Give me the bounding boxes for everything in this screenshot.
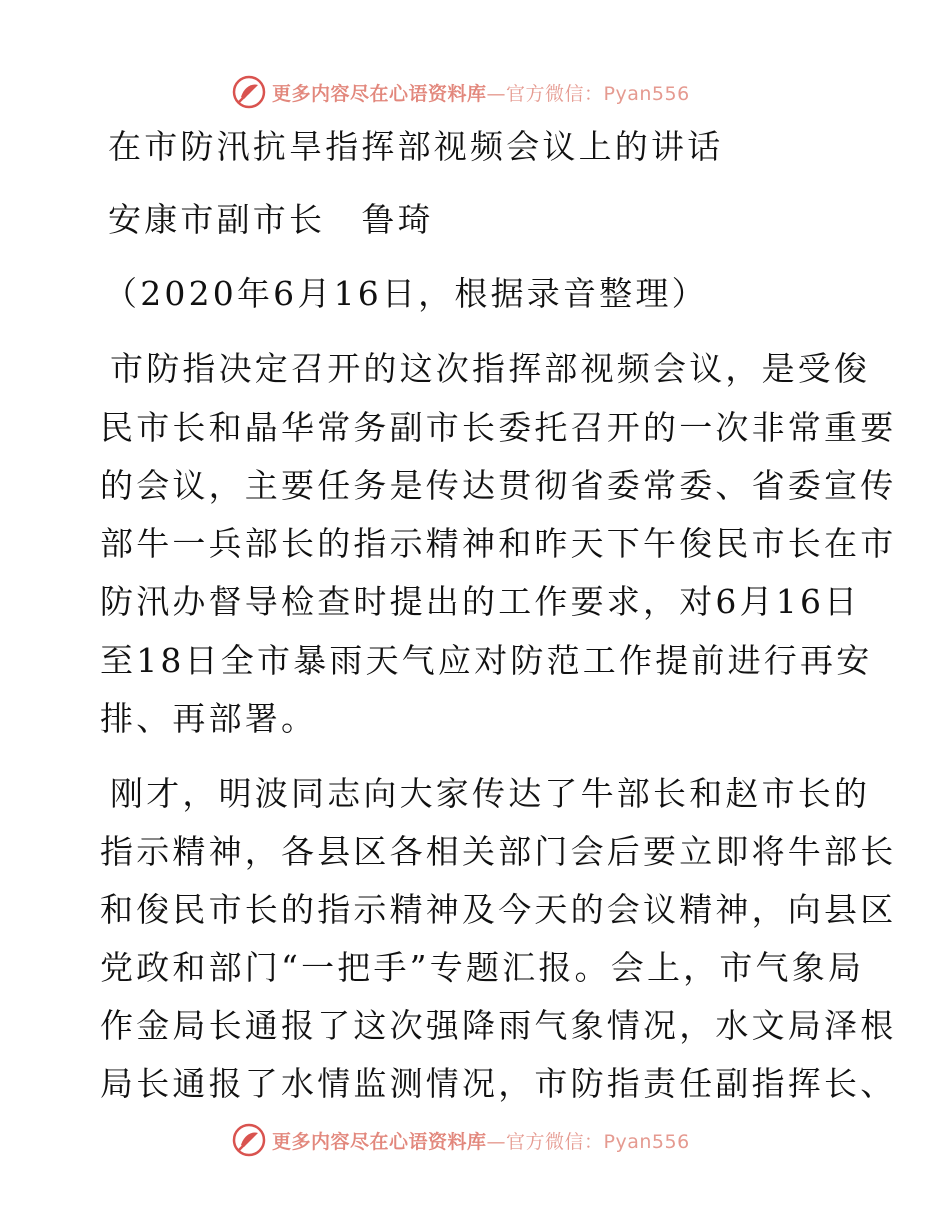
watermark-dash: — [486, 1130, 507, 1153]
paragraph-line: 党政和部门“一把手”专题汇报。会上，市气象局 [100, 948, 865, 987]
watermark-sub: 官方微信： [506, 1130, 604, 1153]
paragraph-line: 和俊民市长的指示精神及今天的会议精神，向县区 [100, 890, 897, 929]
paragraph-line: 刚才，明波同志向大家传达了牛部长和赵市长的 [110, 774, 871, 813]
watermark-text [272, 79, 690, 106]
watermark-id: Pyan556 [603, 1130, 690, 1153]
watermark-main: 更多内容尽在心语资料库 [272, 82, 487, 105]
document-author: 安康市副市长 鲁琦 [108, 200, 434, 239]
paragraph-line: 市防指决定召开的这次指挥部视频会议，是受俊 [110, 349, 871, 388]
watermark-id: Pyan556 [603, 82, 690, 105]
paragraph-line: 作金局长通报了这次强降雨气象情况，水文局泽根 [100, 1006, 897, 1045]
paragraph-line: 的会议，主要任务是传达贯彻省委常委、省委宣传 [100, 466, 897, 505]
paragraph-line: 至18日全市暴雨天气应对防范工作提前进行再安 [100, 641, 873, 680]
paragraph-line: 防汛办督导检查时提出的工作要求，对6月16日 [100, 582, 861, 621]
watermark-main: 更多内容尽在心语资料库 [272, 1130, 487, 1153]
paragraph-line: 指示精神，各县区各相关部门会后要立即将牛部长 [100, 832, 897, 871]
watermark-sub: 官方微信： [506, 82, 604, 105]
watermark-logo-icon [232, 1123, 266, 1157]
document-date-note: （2020年6月16日，根据录音整理） [104, 274, 708, 313]
watermark-text [272, 1127, 690, 1154]
paragraph-line: 民市长和晶华常务副市长委托召开的一次非常重要 [100, 408, 897, 447]
document-title: 在市防汛抗旱指挥部视频会议上的讲话 [108, 127, 724, 166]
watermark-logo-icon [232, 75, 266, 109]
paragraph-line: 部牛一兵部长的指示精神和昨天下午俊民市长在市 [100, 524, 897, 563]
watermark-dash: — [486, 82, 507, 105]
header-watermark [232, 72, 690, 112]
paragraph-line: 局长通报了水情监测情况，市防指责任副指挥长、 [100, 1064, 897, 1103]
footer-watermark [232, 1120, 690, 1160]
paragraph-line: 排、再部署。 [100, 699, 318, 738]
